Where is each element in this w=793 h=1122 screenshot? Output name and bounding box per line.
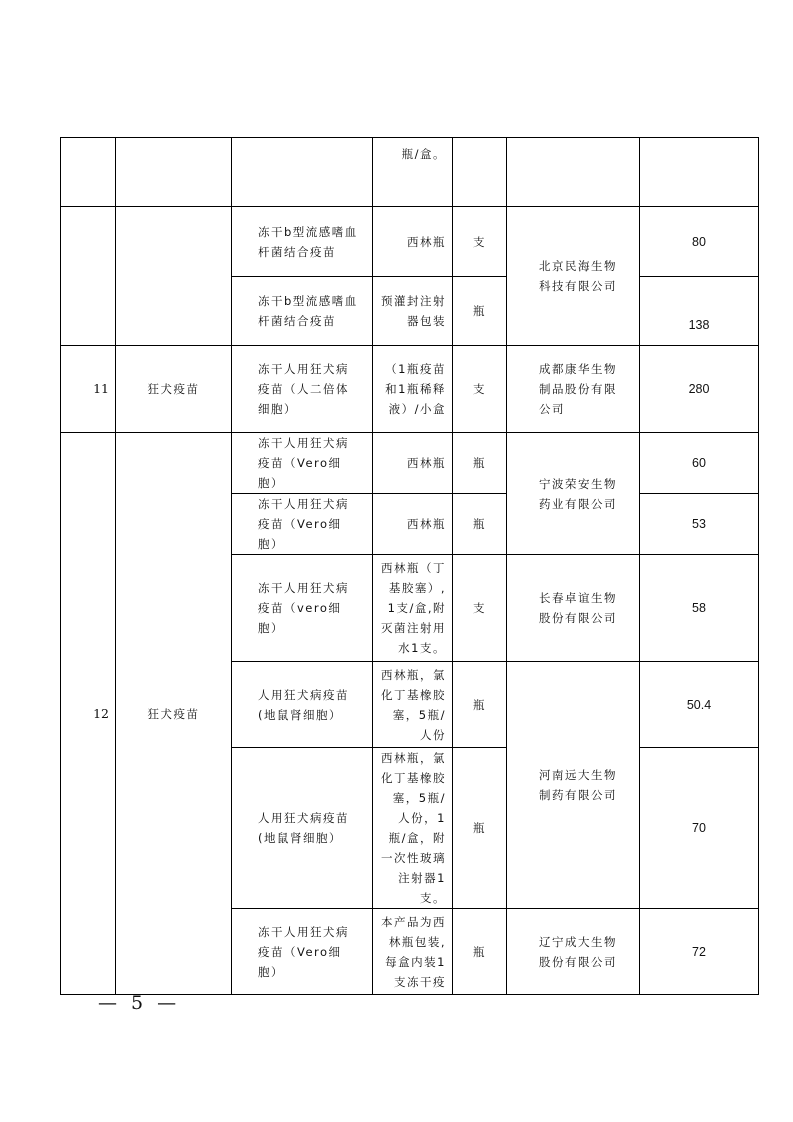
category-cell: 狂犬疫苗 (116, 346, 232, 433)
spec-cell: 西林瓶（丁基胶塞）,1支/盒,附灭菌注射用水1支。 (373, 555, 453, 662)
company-cell: 长春卓谊生物股份有限公司 (507, 555, 640, 662)
category-cell: 狂犬疫苗 (116, 433, 232, 995)
spec-cell: （1瓶疫苗和1瓶稀释液）/小盒 (373, 346, 453, 433)
name-cell: 冻干人用狂犬病疫苗（Vero细胞） (232, 909, 373, 995)
price-cell (640, 138, 759, 207)
spec-cell: 西林瓶 (373, 494, 453, 555)
category-cell (116, 207, 232, 346)
price-cell: 70 (640, 748, 759, 909)
company-cell: 河南远大生物制药有限公司 (507, 662, 640, 909)
unit-cell: 瓶 (453, 433, 507, 494)
unit-cell: 瓶 (453, 277, 507, 346)
company-cell: 成都康华生物制品股份有限公司 (507, 346, 640, 433)
spec-cell: 本产品为西林瓶包装,每盒内装1支冻干疫 (373, 909, 453, 995)
name-cell: 冻干b型流感嗜血杆菌结合疫苗 (232, 207, 373, 277)
price-cell: 280 (640, 346, 759, 433)
price-cell: 50.4 (640, 662, 759, 748)
price-cell: 138 (640, 277, 759, 346)
spec-cell: 西林瓶，氯化丁基橡胶塞，5瓶/人份 (373, 662, 453, 748)
name-cell: 人用狂犬病疫苗(地鼠肾细胞） (232, 662, 373, 748)
table-row (61, 138, 759, 207)
price-cell: 53 (640, 494, 759, 555)
vaccine-price-table (60, 137, 759, 995)
name-cell (232, 138, 373, 207)
name-cell: 冻干人用狂犬病疫苗（人二倍体细胞） (232, 346, 373, 433)
table-row (61, 207, 759, 277)
price-cell: 80 (640, 207, 759, 277)
price-cell: 60 (640, 433, 759, 494)
spec-cell: 西林瓶 (373, 207, 453, 277)
spec-cell: 瓶/盒。 (373, 138, 453, 207)
unit-cell: 支 (453, 346, 507, 433)
price-cell: 72 (640, 909, 759, 995)
company-cell (507, 138, 640, 207)
page-number: — 5 — (98, 992, 181, 1014)
name-cell: 冻干人用狂犬病疫苗（Vero细胞） (232, 433, 373, 494)
unit-cell: 支 (453, 555, 507, 662)
name-cell: 冻干b型流感嗜血杆菌结合疫苗 (232, 277, 373, 346)
spec-cell: 西林瓶 (373, 433, 453, 494)
name-cell: 人用狂犬病疫苗(地鼠肾细胞） (232, 748, 373, 909)
unit-cell: 瓶 (453, 494, 507, 555)
company-cell: 北京民海生物科技有限公司 (507, 207, 640, 346)
unit-cell: 瓶 (453, 909, 507, 995)
category-cell (116, 138, 232, 207)
price-cell: 58 (640, 555, 759, 662)
unit-cell: 瓶 (453, 662, 507, 748)
unit-cell: 瓶 (453, 748, 507, 909)
no-cell: 11 (61, 346, 116, 433)
company-cell: 宁波荣安生物药业有限公司 (507, 433, 640, 555)
table-row (61, 433, 759, 494)
company-cell: 辽宁成大生物股份有限公司 (507, 909, 640, 995)
name-cell: 冻干人用狂犬病疫苗（vero细胞） (232, 555, 373, 662)
no-cell (61, 138, 116, 207)
spec-cell: 西林瓶，氯化丁基橡胶塞，5瓶/人份，1瓶/盒，附一次性玻璃注射器1支。 (373, 748, 453, 909)
no-cell (61, 207, 116, 346)
spec-cell: 预灌封注射器包装 (373, 277, 453, 346)
unit-cell: 支 (453, 207, 507, 277)
table-row (61, 346, 759, 433)
name-cell: 冻干人用狂犬病疫苗（Vero细胞） (232, 494, 373, 555)
unit-cell (453, 138, 507, 207)
no-cell: 12 (61, 433, 116, 995)
